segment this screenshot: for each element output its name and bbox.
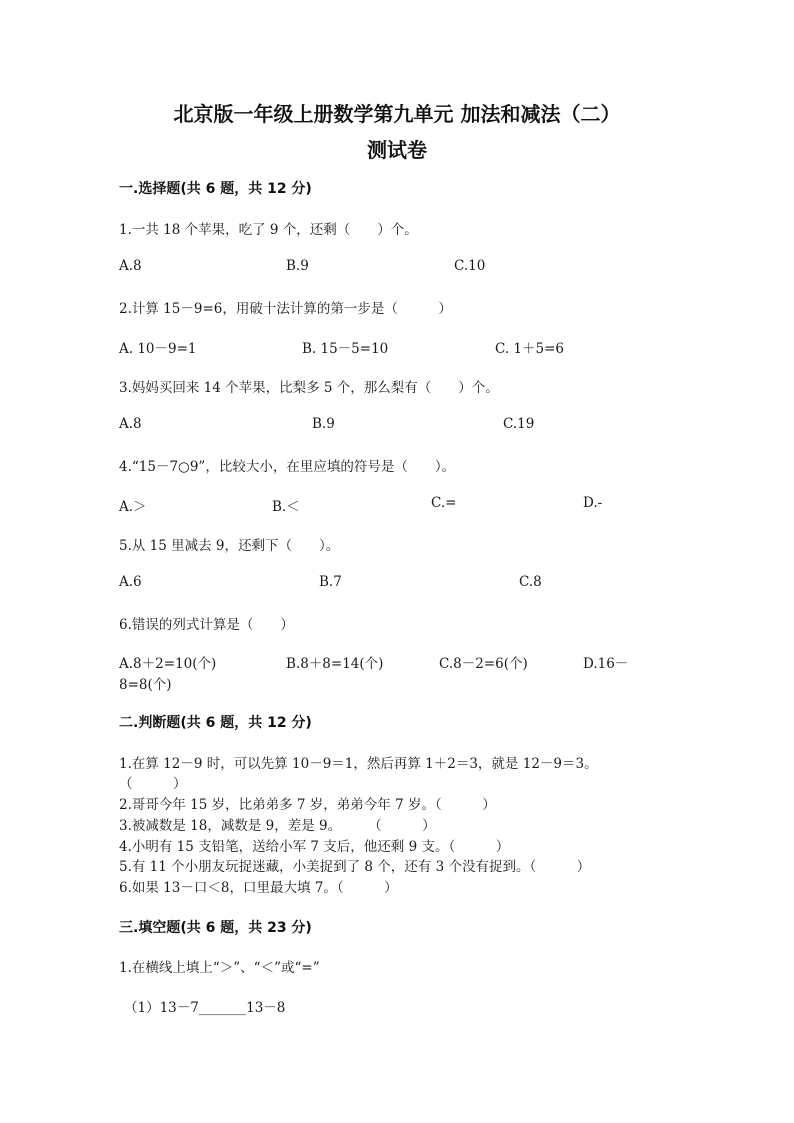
- option-b: B.9: [312, 416, 335, 432]
- judgement-answer-blank: （ ）: [119, 776, 187, 792]
- section-heading-fill-in: 三.填空题(共 6 题，共 23 分): [119, 920, 312, 936]
- option-d-continued: 8=8(个): [119, 677, 172, 693]
- option-c: C.8: [519, 574, 542, 590]
- option-a: A.8: [119, 416, 142, 432]
- option-c: C.19: [503, 416, 535, 432]
- judgement-item: 2.哥哥今年 15 岁，比弟弟多 7 岁，弟弟今年 7 岁。（ ）: [119, 797, 496, 813]
- question-text: 1.一共 18 个苹果，吃了 9 个，还剩（ ）个。: [119, 222, 418, 238]
- option-c: C.8－2=6(个): [439, 656, 528, 672]
- question-text: 6.错误的列式计算是（ ）: [119, 617, 294, 633]
- judgement-item: 5.有 11 个小朋友玩捉迷藏，小美捉到了 8 个，还有 3 个没有捉到。（ ）: [119, 859, 591, 875]
- option-b: B.＜: [272, 499, 300, 515]
- option-d: D.-: [583, 495, 603, 511]
- question-text: 4.“15－7○9”，比较大小，在里应填的符号是（ ）。: [119, 459, 456, 475]
- option-b: B.7: [319, 574, 342, 590]
- question-text: 2.计算 15－9=6，用破十法计算的第一步是（ ）: [119, 301, 452, 317]
- question-text: 1.在横线上填上“＞”、“＜”或“=”: [119, 960, 320, 976]
- option-c: C.=: [431, 495, 457, 511]
- option-a: A.8＋2=10(个): [119, 656, 217, 672]
- option-b: B.8＋8=14(个): [286, 656, 384, 672]
- option-c: C. 1＋5=6: [495, 341, 565, 357]
- option-b: B. 15－5=10: [302, 341, 389, 357]
- option-a: A. 10－9=1: [119, 341, 197, 357]
- question-text: 3.妈妈买回来 14 个苹果，比梨多 5 个，那么梨有（ ）个。: [119, 380, 499, 396]
- judgement-item: 1.在算 12－9 时，可以先算 10－9＝1，然后再算 1＋2＝3，就是 12－9＝3。: [119, 756, 598, 772]
- section-heading-judgement: 二.判断题(共 6 题，共 12 分): [119, 715, 312, 731]
- option-a: A.6: [119, 574, 142, 590]
- sub-question-text: （1）13－7_______13－8: [124, 1000, 286, 1016]
- judgement-item: 3.被减数是 18，减数是 9，差是 9。 （ ）: [119, 818, 436, 834]
- document-subtitle: 测试卷: [367, 138, 427, 162]
- question-text: 5.从 15 里减去 9，还剩下（ ）。: [119, 538, 340, 554]
- section-heading-choice: 一.选择题(共 6 题，共 12 分): [119, 181, 312, 197]
- option-c: C.10: [454, 258, 486, 274]
- judgement-item: 4.小明有 15 支铅笔，送给小军 7 支后，他还剩 9 支。（ ）: [119, 839, 510, 855]
- option-b: B.9: [286, 258, 309, 274]
- option-a: A.8: [119, 258, 142, 274]
- document-title: 北京版一年级上册数学第九单元 加法和减法（二）: [173, 102, 621, 126]
- option-a: A.＞: [119, 499, 147, 515]
- judgement-item: 6.如果 13－口＜8，口里最大填 7。（ ）: [119, 880, 398, 896]
- option-d: D.16－: [583, 656, 629, 672]
